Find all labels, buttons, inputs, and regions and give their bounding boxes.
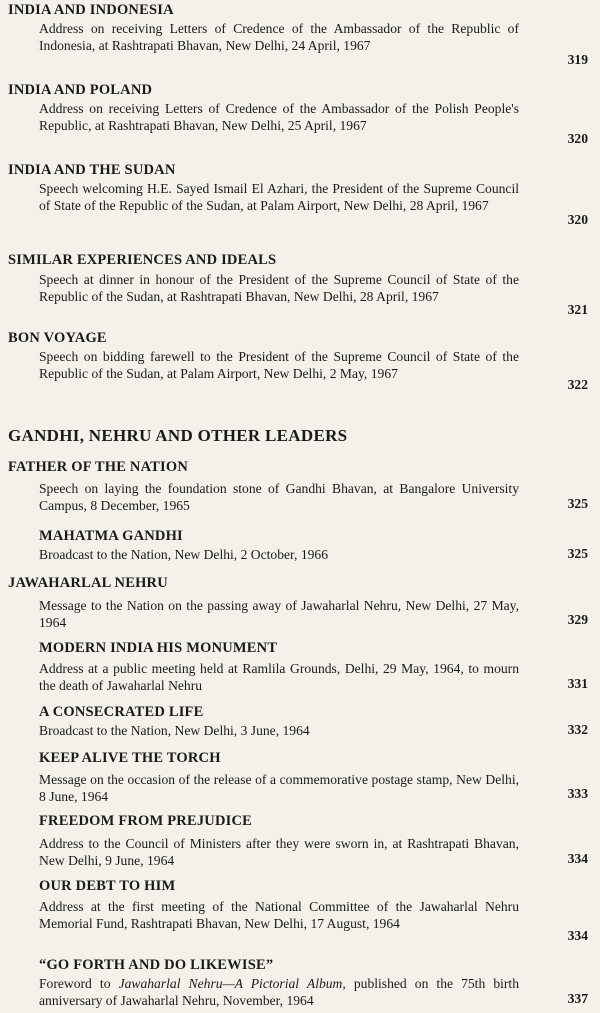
entry-title: “GO FORTH AND DO LIKEWISE” — [39, 957, 274, 973]
entry-description: Speech on laying the foundation stone of Gandhi Bhavan, at Bangalore University Campus, 8 December, 1965 — [39, 481, 519, 513]
entry-description: Message to the Nation on the passing away of Jawaharlal Nehru, New Delhi, 27 May, 1964 — [39, 598, 519, 630]
entry-description: Address at the first meeting of the National Committee of the Jawaharlal Nehru Memorial Fund, Rashtrapati Bhavan, New Delhi, 17 August, 1964 — [39, 899, 519, 931]
entry-page-number: 334 — [567, 928, 588, 943]
entry-description: Address at a public meeting held at Ramlila Grounds, Delhi, 29 May, 1964, to mourn the death of Jawaharlal Nehru — [39, 661, 519, 693]
entry-page-number: 325 — [567, 546, 588, 561]
entry-description-post: published on the 75th birth anniversary of Jawaharlal Nehru, November, 1964 — [39, 976, 519, 1008]
entry-title: INDIA AND POLAND — [8, 82, 153, 98]
entry-description: Broadcast to the Nation, New Delhi, 3 June, 1964 — [39, 723, 310, 738]
entry-page-number: 325 — [567, 496, 588, 511]
entry-title: SIMILAR EXPERIENCES AND IDEALS — [8, 252, 277, 268]
entry-title: INDIA AND THE SUDAN — [8, 162, 176, 178]
entry-title: FREEDOM FROM PREJUDICE — [39, 813, 253, 829]
entry-description: Broadcast to the Nation, New Delhi, 2 October, 1966 — [39, 547, 329, 562]
entry-page-number: 333 — [567, 786, 588, 801]
entry-title: MODERN INDIA HIS MONUMENT — [39, 640, 278, 656]
entry-title: BON VOYAGE — [8, 330, 107, 346]
entry-title: MAHATMA GANDHI — [39, 528, 183, 544]
entry-page-number: 329 — [567, 612, 588, 627]
entry-description — [39, 976, 519, 1009]
entry-page-number: 320 — [567, 131, 588, 146]
entry-title: OUR DEBT TO HIM — [39, 878, 176, 894]
entry-page-number: 332 — [567, 722, 588, 737]
entry-description: Address on receiving Letters of Credence of the Ambassador of the Polish People's Republic, at Rashtrapati Bhavan, New Delhi, 25 April, 1967 — [39, 101, 519, 133]
entry-page-number: 319 — [567, 52, 588, 67]
section-heading: GANDHI, NEHRU AND OTHER LEADERS — [8, 426, 348, 445]
entry-description: Message on the occasion of the release of a commemorative postage stamp, New Delhi, 8 June, 1964 — [39, 772, 519, 804]
entry-title: A CONSECRATED LIFE — [39, 704, 204, 720]
entry-description: Speech welcoming H.E. Sayed Ismail El Azhari, the President of the Supreme Council of State of the Republic of the Sudan, at Palam Airport, New Delhi, 28 April, 1967 — [39, 181, 519, 213]
entry-page-number: 331 — [567, 676, 588, 691]
entry-description: Address on receiving Letters of Credence of the Ambassador of the Republic of Indonesia, at Rashtrapati Bhavan, New Delhi, 24 April, 1967 — [39, 21, 519, 53]
entry-title: KEEP ALIVE THE TORCH — [39, 750, 221, 766]
entry-description: Speech at dinner in honour of the President of the Supreme Council of State of the Republic of the Sudan, at Rashtrapati Bhavan, New Delhi, 28 April, 1967 — [39, 272, 519, 304]
entry-title: FATHER OF THE NATION — [8, 459, 189, 475]
entry-page-number: 322 — [567, 377, 588, 392]
entry-page-number: 334 — [567, 851, 588, 866]
entry-page-number: 320 — [567, 212, 588, 227]
entry-description: Speech on bidding farewell to the President of the Supreme Council of State of the Republic of the Sudan, at Palam Airport, New Delhi, 2 May, 1967 — [39, 349, 519, 381]
entry-page-number: 337 — [567, 991, 588, 1006]
entry-description-pre: Foreword to — [39, 976, 111, 991]
entry-page-number: 321 — [567, 302, 588, 317]
entry-description-italic: Jawaharlal Nehru—A Pictorial Album, — [118, 976, 346, 991]
entry-title: JAWAHARLAL NEHRU — [8, 575, 168, 591]
entry-title: INDIA AND INDONESIA — [8, 2, 174, 18]
entry-description: Address to the Council of Ministers after they were sworn in, at Rashtrapati Bhavan, New Delhi, 9 June, 1964 — [39, 836, 519, 868]
